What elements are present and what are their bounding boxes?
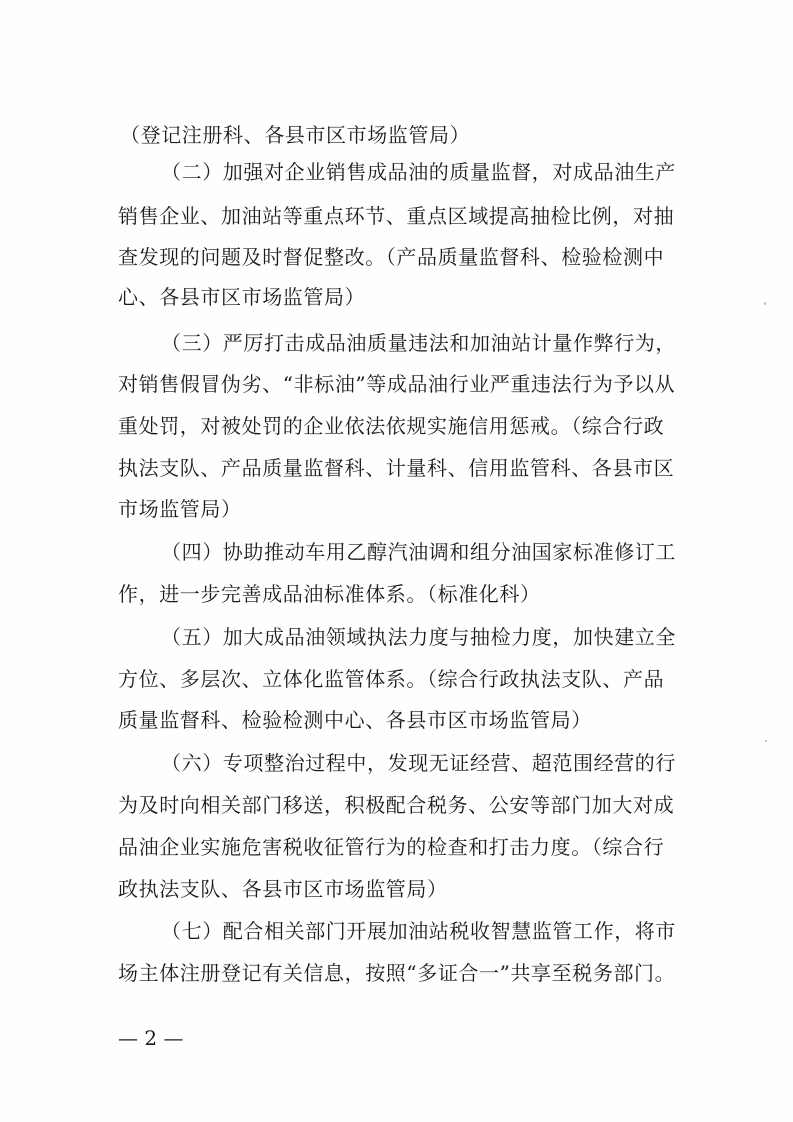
text-line: 作，进一步完善成品油标准体系。（标准化科） bbox=[118, 582, 541, 606]
text-line: 品油企业实施危害税收征管行为的检查和打击力度。（综合行 bbox=[118, 835, 665, 859]
paragraph-4-start: （四）协助推动车用乙醇汽油调和组分油国家标准修订工 bbox=[161, 540, 676, 564]
scan-speck bbox=[765, 740, 767, 742]
paragraph-7-start: （七）配合相关部门开展加油站税收智慧监管工作，将市 bbox=[161, 919, 676, 943]
text-line: 政执法支队、各县市区市场监管局） bbox=[118, 877, 448, 901]
text-line: 查发现的问题及时督促整改。（产品质量监督科、检验检测中 bbox=[118, 245, 665, 269]
text-line: 场主体注册登记有关信息，按照“多证合一”共享至税务部门。 bbox=[118, 961, 676, 985]
paragraph-2-start: （二）加强对企业销售成品油的质量监督，对成品油生产 bbox=[161, 160, 676, 184]
text-line: 方位、多层次、立体化监管体系。（综合行政执法支队、产品 bbox=[118, 667, 665, 691]
paragraph-6-start: （六）专项整治过程中，发现无证经营、超范围经营的行 bbox=[161, 751, 676, 775]
text-line: 对销售假冒伪劣、“非标油”等成品油行业严重违法行为予以从 bbox=[118, 372, 676, 396]
page-number: — 2 — bbox=[118, 1026, 184, 1050]
text-line: 执法支队、产品质量监督科、计量科、信用监管科、各县市区 bbox=[118, 456, 675, 480]
text-line: 市场监管局） bbox=[118, 497, 242, 521]
scan-speck bbox=[764, 302, 766, 305]
text-line: （登记注册科、各县市区市场监管局） bbox=[120, 123, 471, 147]
paragraph-5-start: （五）加大成品油领域执法力度与抽检力度，加快建立全 bbox=[161, 625, 676, 649]
text-line: 质量监督科、检验检测中心、各县市区市场监管局） bbox=[118, 708, 592, 732]
text-line: 心、各县市区市场监管局） bbox=[118, 285, 366, 309]
paragraph-3-start: （三）严厉打击成品油质量违法和加油站计量作弊行为， bbox=[161, 331, 676, 355]
text-line: 重处罚，对被处罚的企业依法依规实施信用惩戒。（综合行政 bbox=[118, 414, 665, 438]
text-line: 销售企业、加油站等重点环节、重点区域提高抽检比例，对抽 bbox=[118, 204, 675, 228]
text-line: 为及时向相关部门移送，积极配合税务、公安等部门加大对成 bbox=[118, 793, 675, 817]
